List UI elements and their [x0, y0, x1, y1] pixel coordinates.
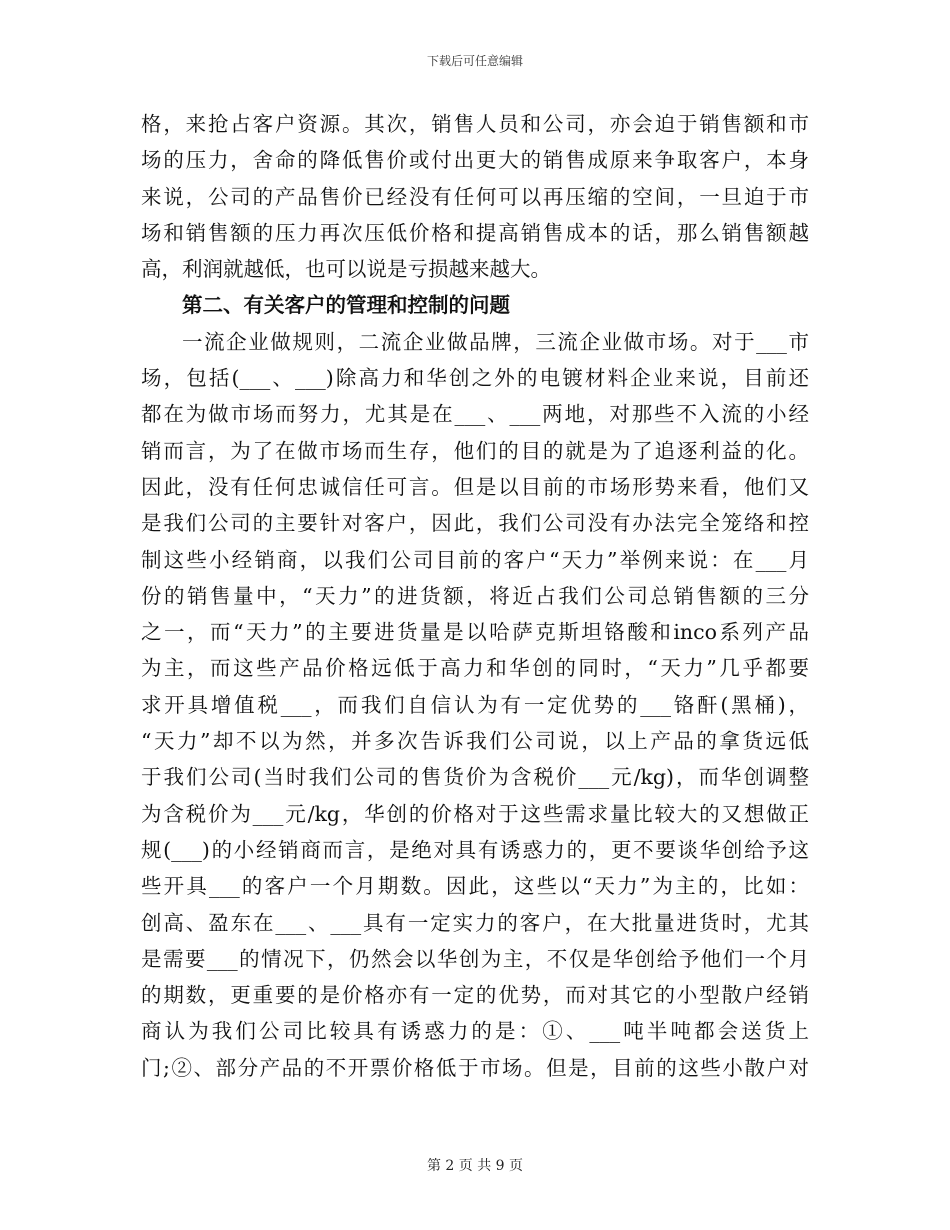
text-line: 些开具___的客户一个月期数。因此，这些以“天力”为主的，比如： [141, 874, 809, 899]
text-line: 规(___)的小经销商而言，是绝对具有诱惑力的，更不要谈华创给予这 [141, 837, 809, 862]
text-line: 高，利润就越低，也可以说是亏损越来越大。 [141, 257, 551, 282]
text-line: “天力”却不以为然，并多次告诉我们公司说，以上产品的拿货远低 [141, 729, 809, 754]
text-line: 是我们公司的主要针对客户，因此，我们公司没有办法完全笼络和控 [141, 511, 809, 536]
text-line: 份的销售量中，“天力”的进货额，将近占我们公司总销售额的三分 [141, 583, 809, 608]
text-line: 销而言，为了在做市场而生存，他们的目的就是为了追逐利益的化。 [141, 438, 809, 463]
text-line: 因此，没有任何忠诚信任可言。但是以目前的市场形势来看，他们又 [141, 474, 809, 499]
text-line: 于我们公司(当时我们公司的售货价为含税价___元/kg)，而华创调整 [141, 765, 809, 790]
text-line: 商认为我们公司比较具有诱惑力的是：①、___吨半吨都会送货上 [141, 1019, 809, 1044]
text-line: 求开具增值税___，而我们自信认为有一定优势的___铬酐(黑桶)， [141, 692, 809, 717]
text-line: 门;②、部分产品的不开票价格低于市场。但是，目前的这些小散户对 [141, 1055, 809, 1080]
text-line: 来说，公司的产品售价已经没有任何可以再压缩的空间，一旦迫于市 [141, 184, 809, 209]
text-line: 制这些小经销商，以我们公司目前的客户“天力”举例来说：在___月 [141, 547, 809, 572]
text-line: 都在为做市场而努力，尤其是在___、___两地，对那些不入流的小经 [141, 402, 809, 427]
text-line: 场，包括(___、___)除高力和华创之外的电镀材料企业来说，目前还 [141, 366, 809, 391]
page-header: 下载后可任意编辑 [426, 54, 523, 68]
text-line: 场的压力，舍命的降低售价或付出更大的销售成原来争取客户，本身 [141, 148, 809, 173]
page-footer: 第 2 页 共 9 页 [426, 1158, 524, 1174]
text-line: 一流企业做规则，二流企业做品牌，三流企业做市场。对于___市 [182, 329, 809, 354]
text-line: 为含税价为___元/kg，华创的价格对于这些需求量比较大的又想做正 [141, 801, 809, 826]
text-line: 格，来抢占客户资源。其次，销售人员和公司，亦会迫于销售额和市 [141, 112, 809, 136]
text-line: 场和销售额的压力再次压低价格和提高销售成本的话，那么销售额越 [141, 220, 809, 245]
text-line: 是需要___的情况下，仍然会以华创为主，不仅是华创给予他们一个月 [141, 946, 809, 971]
text-line: 之一，而“天力”的主要进货量是以哈萨克斯坦铬酸和inco系列产品 [141, 620, 809, 645]
section-heading: 第二、有关客户的管理和控制的问题 [182, 293, 510, 318]
text-line: 的期数，更重要的是价格亦有一定的优势，而对其它的小型散户经销 [141, 983, 809, 1008]
document-body [141, 106, 809, 1086]
text-line: 为主，而这些产品价格远低于高力和华创的同时，“天力”几乎都要 [141, 656, 809, 681]
text-line: 创高、盈东在___、___具有一定实力的客户，在大批量进货时，尤其 [141, 910, 809, 935]
